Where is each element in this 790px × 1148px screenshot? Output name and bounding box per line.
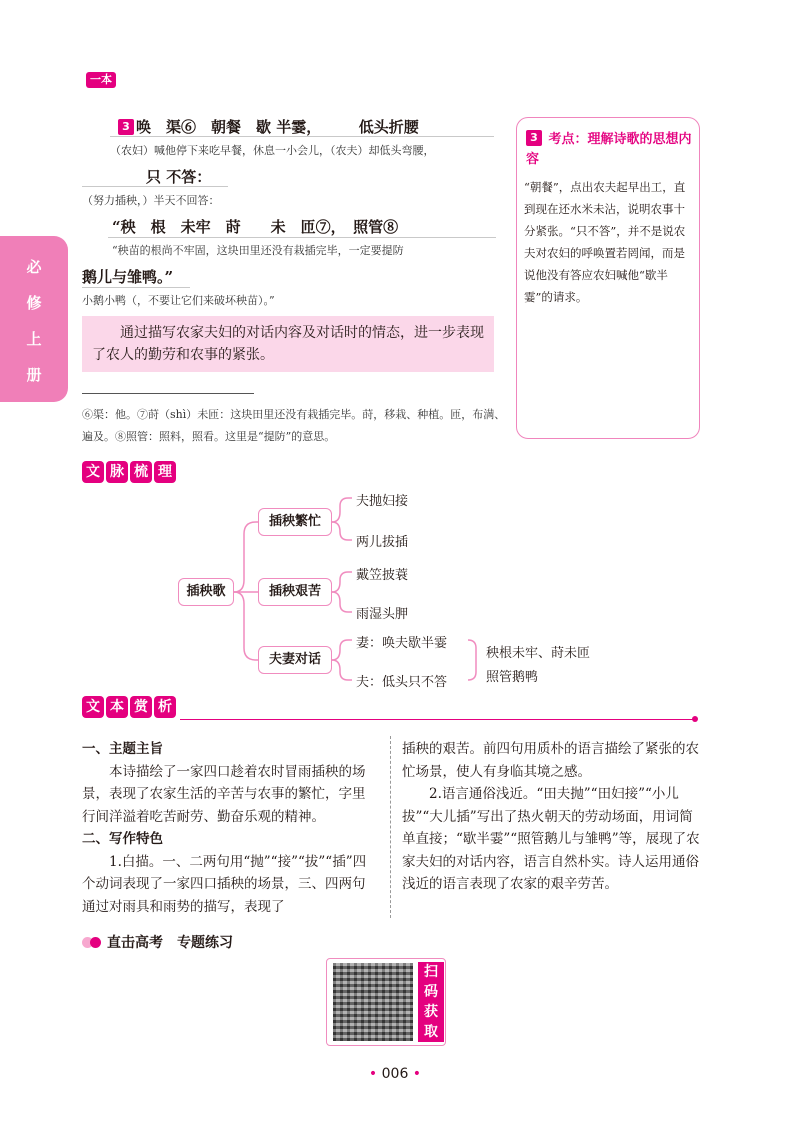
exam-practice-heading bbox=[82, 932, 233, 952]
heading-char: 理 bbox=[154, 461, 176, 483]
mindmap-branch: 夫妻对话 bbox=[258, 646, 332, 674]
side-tab-char: 必 bbox=[26, 258, 42, 276]
analysis-paragraph: 1.白描。一、二两句用“抛”“接”“拔”“插”四个动词表现了一家四口插秧的场景，三、四两句通过对雨具和雨势的描写，表现了 bbox=[82, 853, 367, 915]
mindmap-leaf: 妻：唤夫歇半霎 bbox=[356, 636, 448, 651]
heading-char: 脉 bbox=[106, 461, 128, 483]
page-number bbox=[360, 1066, 430, 1082]
pink-dot-icon bbox=[90, 937, 101, 948]
scan-label-text: 扫码获取 bbox=[424, 964, 438, 1040]
analysis-paragraph: 2.语言通俗浅近。“田夫抛”“田妇接”“小儿拔”“大儿插”写出了热火朝天的劳动场面，用词简单直接；“歇半霎”“照管鹅儿与雏鸭”等，展现了农家夫妇的对话内容，语言自然朴实。诗人运用通俗浅近的语言表现了农家的艰辛劳苦。 bbox=[402, 786, 700, 892]
section-number: 3 bbox=[118, 119, 134, 135]
mindmap-branch: 插秧艰苦 bbox=[258, 578, 332, 606]
section-rule-dot bbox=[692, 716, 698, 722]
heading-char: 梳 bbox=[130, 461, 152, 483]
mindmap-reply: 秧根未牢、莳未匝 bbox=[486, 646, 591, 661]
book-tag: 一本 bbox=[86, 72, 116, 88]
heading-char: 文 bbox=[82, 696, 104, 718]
mindmap-reply: 照管鹅鸭 bbox=[486, 670, 539, 685]
page-dot-icon: • bbox=[408, 1066, 422, 1082]
analysis-paragraph: 插秧的艰苦。前四句用质朴的语言描绘了紧张的农忙场景，使人有身临其境之感。 bbox=[402, 741, 699, 780]
mindmap-leaf: 雨湿头胛 bbox=[356, 607, 409, 622]
translation-line-4: 小鹅小鸭（，不要让它们来破坏秧苗）。” bbox=[82, 294, 275, 307]
footnotes: ⑥渠：他。⑦莳（shì）未匝：这块田里还没有栽插完毕。莳，移栽、种植。匝，布满、遍及。⑧照管：照料，照看。这里是“提防”的意思。 bbox=[82, 408, 506, 443]
translation-line-2: （努力插秧，）半天不回答： bbox=[82, 194, 220, 207]
section-heading-analysis bbox=[82, 696, 178, 720]
mindmap-leaf: 夫抛妇接 bbox=[356, 494, 409, 509]
translation-line-1: （农妇）喊他停下来吃早餐，休息一小会儿，（农夫）却低头弯腰， bbox=[110, 144, 435, 157]
mindmap-branch: 插秧繁忙 bbox=[258, 508, 332, 536]
key-point-title-text: 考点：理解诗歌的思想内容 bbox=[526, 132, 692, 167]
translation-line-3: “秧苗的根尚不牢固，这块田里还没有栽插完毕，一定要提防 bbox=[112, 244, 404, 257]
poem-line-2: 只 不答： bbox=[146, 168, 212, 186]
summary-text: 通过描写农家夫妇的对话内容及对话时的情态，进一步表现了农人的勤劳和农事的紧张。 bbox=[92, 325, 484, 363]
analysis-paragraph: 本诗描绘了一家四口趁着农时冒雨插秧的场景，表现了农家生活的辛苦与农事的繁忙，字里行间洋溢着吃苦耐劳、勤奋乐观的精神。 bbox=[82, 763, 366, 825]
mindmap-leaf: 戴笠披蓑 bbox=[356, 568, 409, 583]
page-dot-icon: • bbox=[368, 1066, 382, 1082]
heading-char: 本 bbox=[106, 696, 128, 718]
qr-code[interactable] bbox=[333, 963, 413, 1041]
poem-line-3: “秧 根 未牢 莳 未 匝⑦， 照管⑧ bbox=[112, 218, 399, 236]
heading-char: 文 bbox=[82, 461, 104, 483]
analysis-heading: 一、主题主旨 bbox=[82, 741, 163, 757]
exam-practice-label: 直击高考 专题练习 bbox=[107, 935, 233, 951]
analysis-left-column bbox=[82, 738, 378, 918]
mindmap-leaf: 夫：低头只不答 bbox=[356, 675, 448, 690]
section-rule bbox=[180, 719, 696, 720]
analysis-right-column bbox=[402, 738, 700, 896]
analysis-heading: 二、写作特色 bbox=[82, 831, 163, 847]
mindmap-root: 插秧歌 bbox=[178, 578, 234, 606]
scan-label bbox=[418, 962, 444, 1042]
mindmap-leaf: 两儿拔插 bbox=[356, 535, 409, 550]
side-tab-char: 册 bbox=[26, 366, 42, 384]
poem-line-text: 唤 渠⑥ 朝餐 歇 半霎， 低头折腰 bbox=[136, 118, 419, 136]
key-point-body: “朝餐”，点出农夫起早出工，直到现在还水米未沾，说明农事十分紧张。“只不答”，并不是说农夫对农妇的呼唤置若罔闻，而是说他没有答应农妇喊他“歇半霎”的请求。 bbox=[524, 180, 686, 304]
side-tab-char: 修 bbox=[26, 294, 42, 312]
poem-line-4: 鹅儿与雏鸭。” bbox=[82, 268, 174, 286]
side-tab-char: 上 bbox=[26, 330, 42, 348]
heading-char: 析 bbox=[154, 696, 176, 718]
column-divider bbox=[390, 736, 391, 918]
key-point-number: 3 bbox=[526, 130, 542, 146]
page-number-text: 006 bbox=[381, 1066, 409, 1082]
heading-char: 赏 bbox=[130, 696, 152, 718]
